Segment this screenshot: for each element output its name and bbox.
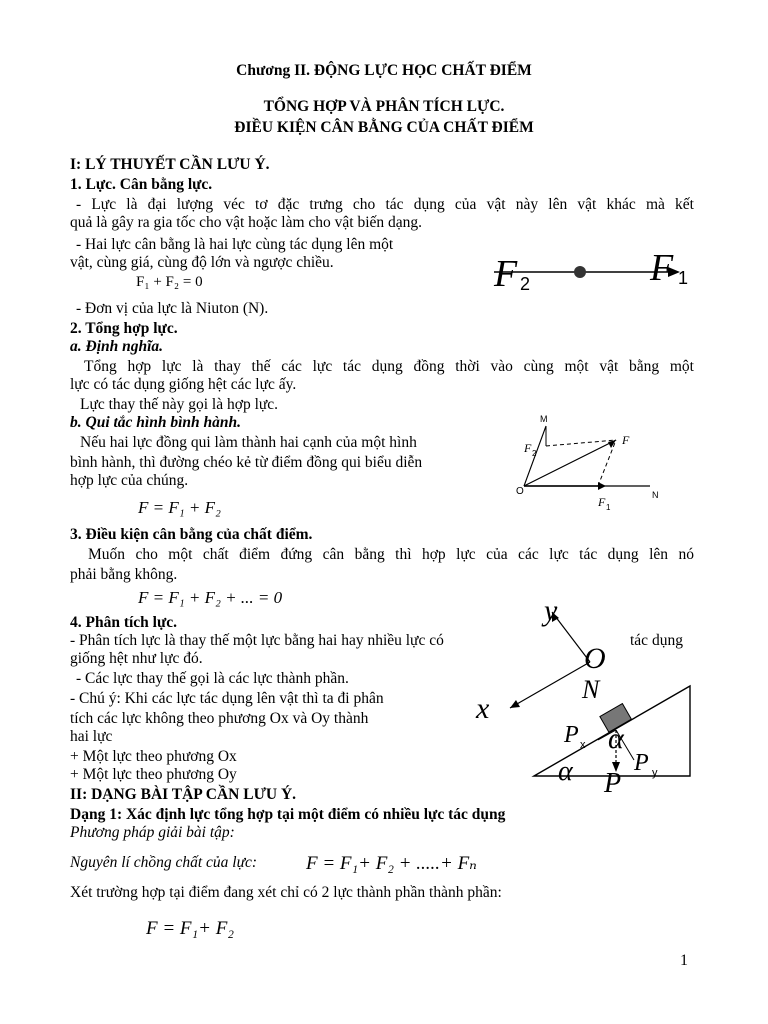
label-origin: O [584, 642, 606, 675]
chapter-title: Chương II. ĐỘNG LỰC HỌC CHẤT ĐIỂM [236, 62, 532, 79]
label-px-sub: x [580, 739, 586, 751]
paragraph-parallelogram-1: Nếu hai lực đồng qui làm thành hai cạnh của một hình [80, 434, 417, 451]
label-f1-sub: 1 [678, 268, 689, 288]
paragraph-decomposition-1: - Phân tích lực là thay thế một lực bằng hai hay nhiều lực có [70, 632, 444, 649]
label-x-axis: x [476, 692, 490, 725]
paragraph-decomposition-2: giống hệt như lực đó. [70, 650, 203, 667]
subheading-force-balance: 1. Lực. Cân bằng lực. [70, 176, 213, 193]
equation-two-forces: F = F₁+ F₂ [146, 918, 234, 939]
heading-type-1: Dạng 1: Xác định lực tổng hợp tại một điểm có nhiều lực tác dụng [70, 806, 506, 823]
paragraph-oy: + Một lực theo phương Oy [70, 766, 237, 783]
paragraph-balanced-forces-2: vật, cùng giá, cùng độ lớn và ngược chiều. [70, 254, 334, 271]
paragraph-unit: - Đơn vị của lực là Niuton (N). [76, 300, 269, 317]
label-f1: F [650, 247, 674, 289]
paragraph-parallelogram-3: hợp lực của chúng. [70, 472, 189, 489]
superposition-label: Nguyên lí chồng chất của lực: [70, 854, 258, 871]
lesson-title-2: ĐIỀU KIỆN CÂN BẰNG CỦA CHẤT ĐIỂM [234, 119, 534, 136]
subheading-resultant: 2. Tổng hợp lực. [70, 320, 178, 337]
subheading-definition: a. Định nghĩa. [70, 338, 164, 355]
label-n: N [652, 490, 659, 500]
label-f2: F [494, 253, 518, 295]
subheading-equilibrium: 3. Điều kiện cân bằng của chất điểm. [70, 526, 313, 543]
lesson-title-1: TỔNG HỢP VÀ PHÂN TÍCH LỰC. [263, 98, 505, 115]
section-heading-1: I: LÝ THUYẾT CẦN LƯU Ý. [70, 156, 270, 173]
equation-superposition: F = F₁+ F₂ + .....+ Fₙ [306, 853, 477, 874]
paragraph-balanced-forces-1: - Hai lực cân bằng là hai lực cùng tác dụng lên một [76, 236, 394, 253]
label-weight: P [604, 768, 622, 799]
subheading-decomposition: 4. Phân tích lực. [70, 614, 178, 631]
label-py: P [634, 750, 649, 776]
label-f1-sub: 1 [606, 503, 611, 512]
paragraph-note-3: hai lực [70, 728, 113, 745]
paragraph-note-1: - Chú ý: Khi các lực tác dụng lên vật thì ta đi phân [70, 690, 384, 707]
paragraph-equilibrium-1: Muốn cho một chất điểm đứng cân bằng thì hợp lực của các lực tác dụng lên nó [88, 546, 694, 563]
label-py-sub: y [652, 767, 658, 779]
label-alpha-incline: α [558, 756, 573, 787]
subheading-parallelogram: b. Qui tắc hình bình hành. [70, 414, 242, 431]
label-f2-sub: 2 [532, 449, 537, 458]
balanced-forces-diagram [488, 232, 698, 302]
point-mass [574, 266, 586, 278]
paragraph-resultant-3: Lực thay thế này gọi là hợp lực. [80, 396, 279, 413]
paragraph-decomposition-1b: tác dụng [630, 632, 683, 649]
label-px: P [564, 722, 579, 748]
paragraph-resultant-2: lực có tác dụng giống hệt các lực ấy. [70, 376, 297, 393]
equation-balance: F₁ + F₂ = 0 [136, 274, 203, 290]
label-f1: F [598, 495, 606, 509]
label-m: M [540, 414, 548, 424]
label-normal: N [582, 675, 600, 704]
equation-resultant: F = F₁ + F₂ [138, 498, 221, 517]
paragraph-components: - Các lực thay thế gọi là các lực thành phần. [76, 670, 349, 687]
paragraph-note-2: tích các lực không theo phương Ox và Oy thành [70, 710, 369, 727]
paragraph-parallelogram-2: bình hành, thì đường chéo kẻ từ điểm đồng qui biểu diễn [70, 454, 423, 471]
label-alpha-block: α [608, 722, 624, 755]
label-y-axis: y [544, 594, 558, 627]
label-o: O [516, 486, 524, 497]
inclined-plane-diagram [466, 590, 702, 800]
paragraph-equilibrium-2: phải bằng không. [70, 566, 178, 583]
paragraph-force-def-1: - Lực là đại lượng véc tơ đặc trưng cho tác dụng của vật này lên vật khác mà kết [76, 196, 694, 213]
paragraph-ox: + Một lực theo phương Ox [70, 748, 237, 765]
method-label: Phương pháp giải bài tập: [70, 824, 235, 841]
paragraph-resultant-1: Tổng hợp lực là thay thế các lực tác dụng đồng thời vào cùng một vật bằng một [84, 358, 694, 375]
label-f: F [622, 433, 630, 447]
label-f2: F [524, 441, 532, 455]
label-f2-sub: 2 [520, 274, 531, 294]
parallelogram-diagram [510, 408, 670, 518]
section-heading-2: II: DẠNG BÀI TẬP CẦN LƯU Ý. [70, 786, 297, 803]
paragraph-two-forces: Xét trường hợp tại điểm đang xét chỉ có 2 lực thành phần thành phần: [70, 884, 502, 901]
paragraph-force-def-2: quả là gây ra gia tốc cho vật hoặc làm cho vật biến dạng. [70, 214, 423, 231]
equation-equilibrium: F = F₁ + F₂ + ... = 0 [138, 588, 283, 607]
page-number: 1 [680, 952, 688, 969]
